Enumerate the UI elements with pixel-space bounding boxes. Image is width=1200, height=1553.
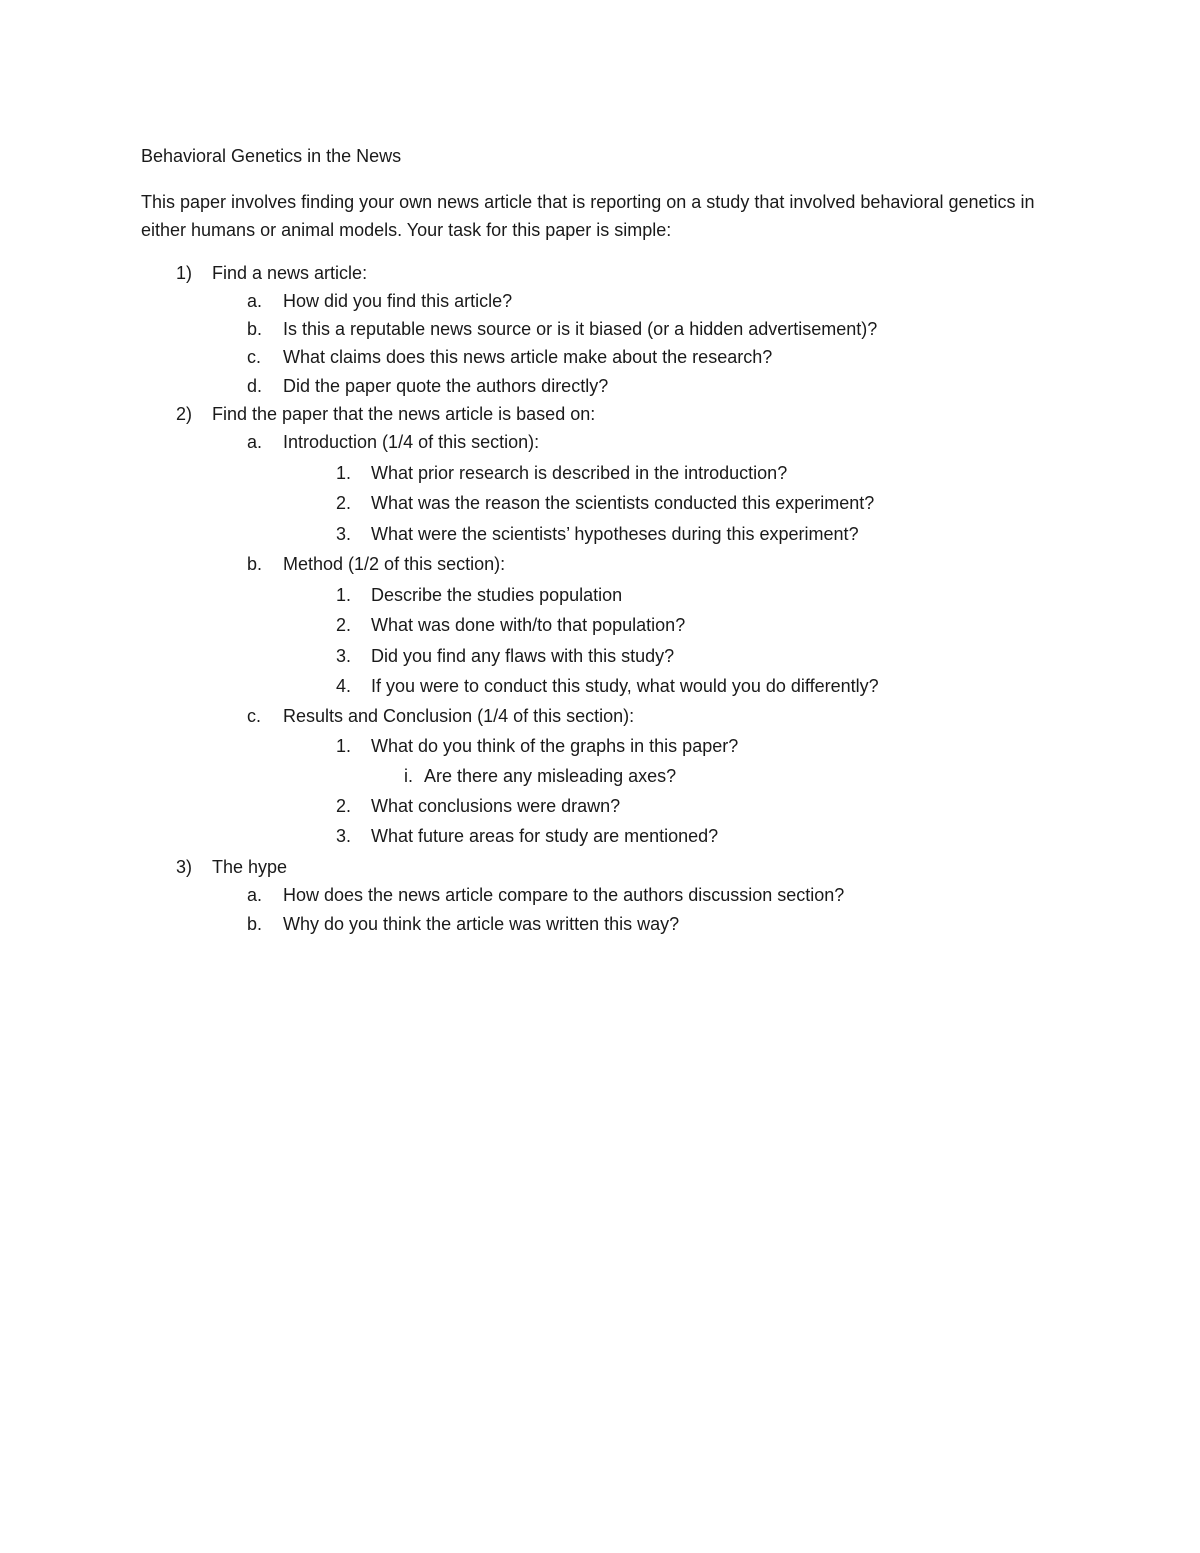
outline-marker: 3.	[336, 524, 352, 544]
intro-paragraph: This paper involves finding your own news article that is reporting on a study that involved behavioral genetics in either humans or animal models. Your task for this paper is simple:	[141, 192, 1035, 240]
outline-marker: b.	[247, 554, 263, 574]
outline-marker: a.	[247, 885, 263, 905]
outline-text: How does the news article compare to the authors discussion section?	[283, 885, 845, 905]
outline-marker: 2.	[336, 796, 352, 816]
outline-text: What were the scientists’ hypotheses during this experiment?	[371, 524, 859, 544]
outline-text: Did you find any flaws with this study?	[371, 646, 675, 666]
outline-text: Describe the studies population	[371, 585, 623, 605]
outline-marker: 1.	[336, 463, 352, 483]
outline-text: Are there any misleading axes?	[424, 766, 677, 786]
outline-marker: c.	[247, 706, 262, 726]
outline-marker: 2.	[336, 493, 352, 513]
outline-text: If you were to conduct this study, what would you do differently?	[371, 676, 879, 696]
outline-marker: b.	[247, 914, 263, 934]
outline-text: What do you think of the graphs in this paper?	[371, 736, 739, 756]
outline-marker: 2.	[336, 615, 352, 635]
outline-marker: 3.	[336, 826, 352, 846]
outline-text: What prior research is described in the introduction?	[371, 463, 788, 483]
outline-marker: 1)	[176, 263, 193, 283]
outline-marker: 2)	[176, 404, 193, 424]
outline-text: Introduction (1/4 of this section):	[283, 432, 540, 452]
outline-marker: 3.	[336, 646, 352, 666]
outline-text: What was done with/to that population?	[371, 615, 686, 635]
outline-marker: 3)	[176, 857, 193, 877]
outline-marker: a.	[247, 432, 263, 452]
outline-marker: 4.	[336, 676, 352, 696]
document-title: Behavioral Genetics in the News	[141, 146, 402, 166]
outline-marker: d.	[247, 376, 263, 396]
outline-text: What conclusions were drawn?	[371, 796, 621, 816]
outline-text: What future areas for study are mentioned?	[371, 826, 719, 846]
outline-marker: a.	[247, 291, 263, 311]
outline-marker: c.	[247, 347, 262, 367]
outline-text: The hype	[212, 857, 288, 877]
outline-marker: b.	[247, 319, 263, 339]
outline-text: How did you find this article?	[283, 291, 513, 311]
outline-text: Results and Conclusion (1/4 of this section):	[283, 706, 635, 726]
outline-text: What was the reason the scientists conducted this experiment?	[371, 493, 875, 513]
outline-text: Why do you think the article was written this way?	[283, 914, 680, 934]
outline-marker: 1.	[336, 585, 352, 605]
outline-text: Find the paper that the news article is based on:	[212, 404, 596, 424]
outline-marker: i.	[404, 766, 413, 786]
outline-text: What claims does this news article make about the research?	[283, 347, 773, 367]
outline-text: Method (1/2 of this section):	[283, 554, 506, 574]
outline-marker: 1.	[336, 736, 352, 756]
outline-text: Find a news article:	[212, 263, 368, 283]
outline-text: Did the paper quote the authors directly?	[283, 376, 609, 396]
outline-text: Is this a reputable news source or is it biased (or a hidden advertisement)?	[283, 319, 878, 339]
